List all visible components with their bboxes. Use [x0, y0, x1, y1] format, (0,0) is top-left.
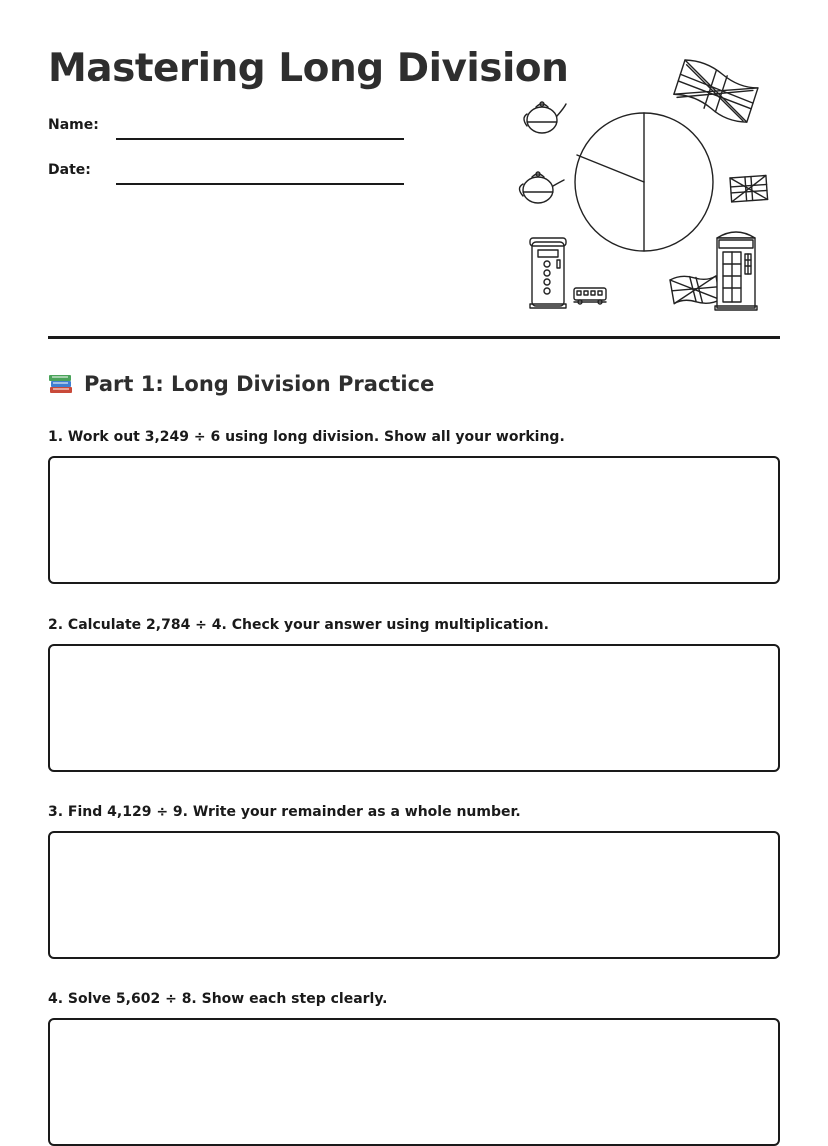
british-theme-illustration [510, 52, 780, 314]
bus-icon [574, 288, 606, 304]
books-icon [48, 372, 74, 396]
teapot-icon [524, 102, 566, 133]
section-heading [48, 372, 434, 396]
union-jack-flag-icon [670, 270, 721, 309]
worksheet-title: Mastering Long Division [48, 46, 569, 91]
answer-box-3[interactable] [48, 831, 780, 959]
union-jack-flag-icon [730, 175, 768, 201]
question-1-text: 1. Work out 3,249 ÷ 6 using long division. Show all your working. [48, 429, 565, 445]
name-field [48, 117, 408, 147]
question-3-text: 3. Find 4,129 ÷ 9. Write your remainder as a whole number. [48, 804, 521, 820]
date-label: Date: [48, 162, 91, 178]
union-jack-flag-icon [672, 58, 760, 125]
teapot-icon [520, 172, 565, 203]
question-1 [48, 428, 780, 584]
answer-box-2[interactable] [48, 644, 780, 772]
date-write-line[interactable] [116, 183, 404, 185]
answer-box-4[interactable] [48, 1018, 780, 1146]
name-label: Name: [48, 117, 99, 133]
date-field [48, 162, 408, 192]
section-title: Part 1: Long Division Practice [84, 372, 435, 396]
question-2-text: 2. Calculate 2,784 ÷ 4. Check your answer using multiplication. [48, 617, 549, 633]
question-3 [48, 803, 780, 959]
header-divider [48, 336, 780, 339]
pie-chart-icon [575, 113, 713, 251]
name-write-line[interactable] [116, 138, 404, 140]
question-4 [48, 990, 780, 1146]
question-2 [48, 616, 780, 772]
question-4-text: 4. Solve 5,602 ÷ 8. Show each step clearly. [48, 991, 388, 1007]
answer-box-1[interactable] [48, 456, 780, 584]
phone-box-icon [715, 232, 757, 310]
post-box-icon [530, 238, 566, 308]
